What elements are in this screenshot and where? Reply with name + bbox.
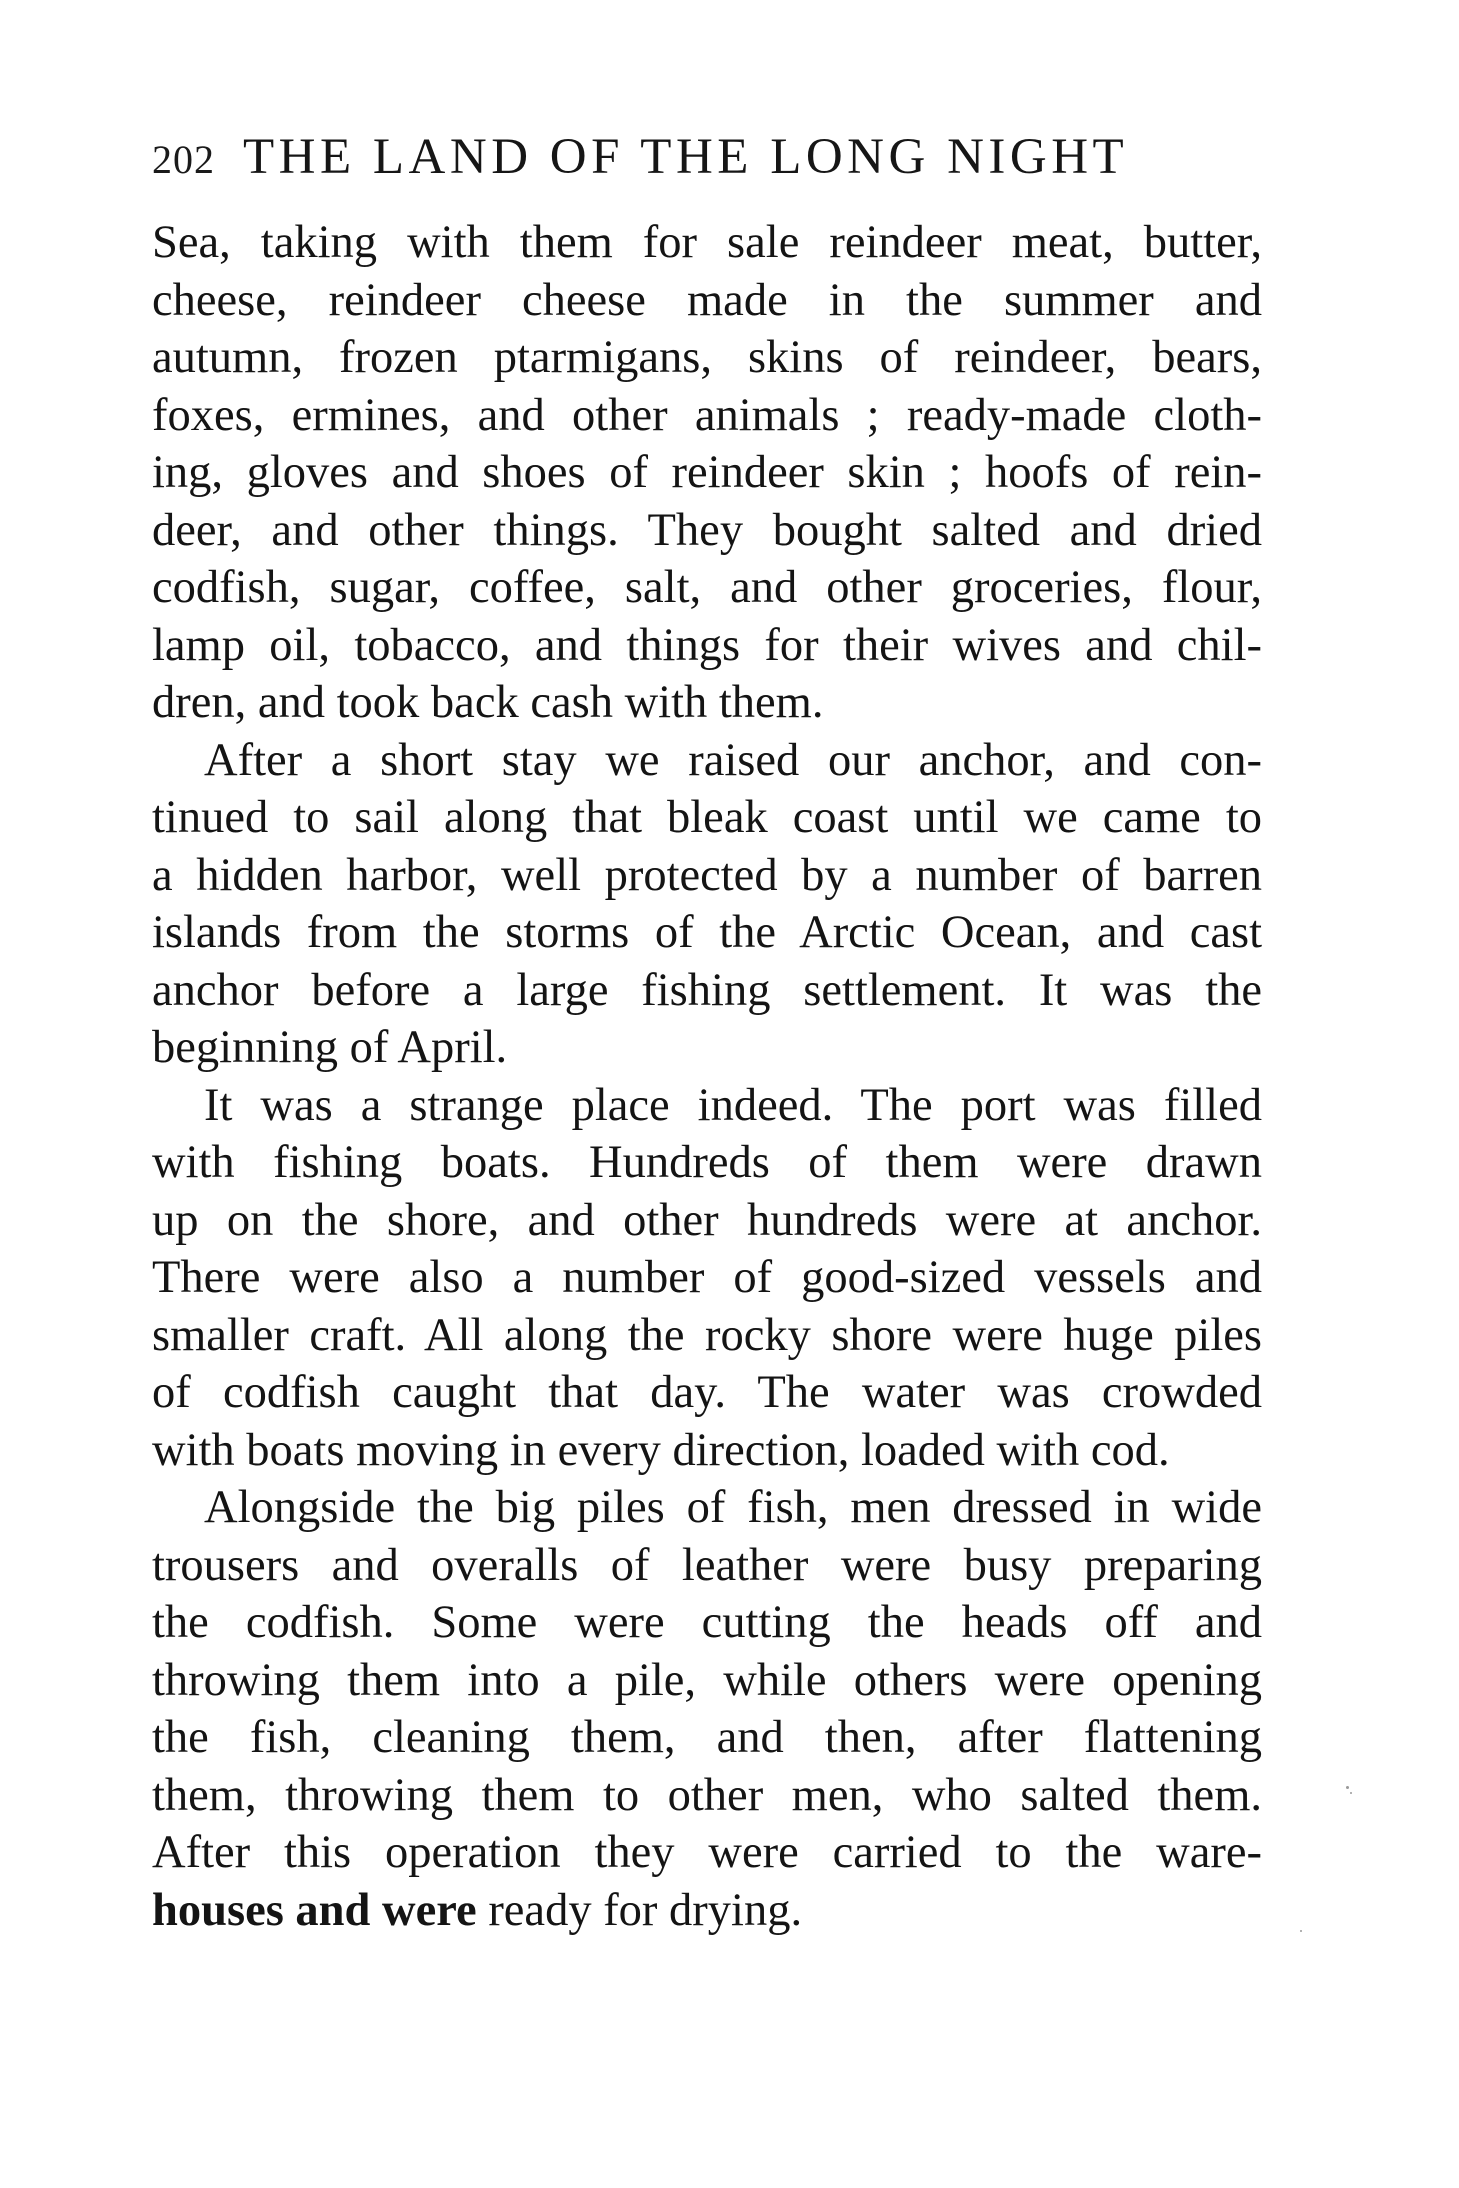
text-line: up on the shore, and other hundreds were at anchor. bbox=[152, 1194, 1262, 1246]
text-line: Alongside the big piles of fish, men dressed in wide bbox=[204, 1482, 1262, 1533]
text-line: autumn, frozen ptarmigans, skins of reindeer, bears, bbox=[152, 332, 1262, 383]
text-line: of codfish caught that day. The water was crowded bbox=[152, 1367, 1262, 1418]
scan-speck bbox=[1346, 1786, 1349, 1789]
paragraph-2 bbox=[152, 732, 1262, 1077]
text-line: the codfish. Some were cutting the heads off and bbox=[152, 1597, 1262, 1648]
text-line: with fishing boats. Hundreds of them were drawn bbox=[152, 1137, 1262, 1188]
text-line: ing, gloves and shoes of reindeer skin ; hoofs of rein- bbox=[152, 447, 1262, 498]
page-number: 202 bbox=[152, 137, 215, 182]
text-line: lamp oil, tobacco, and things for their wives and chil- bbox=[152, 619, 1262, 671]
text-line: throwing them into a pile, while others were opening bbox=[152, 1654, 1262, 1706]
text-line: Sea, taking with them for sale reindeer meat, butter, bbox=[152, 217, 1262, 268]
text-line: trousers and overalls of leather were busy preparing bbox=[152, 1539, 1262, 1591]
text-line: a hidden harbor, well protected by a number of barren bbox=[152, 849, 1262, 901]
text-line: them, throwing them to other men, who salted them. bbox=[152, 1769, 1262, 1821]
text-line: dren, and took back cash with them. bbox=[152, 677, 824, 728]
paragraph-3 bbox=[152, 1077, 1262, 1480]
text-line: smaller craft. All along the rocky shore were huge piles bbox=[152, 1309, 1262, 1361]
text-line: After this operation they were carried to the ware- bbox=[152, 1827, 1262, 1878]
text-line: with boats moving in every direction, loaded with cod. bbox=[152, 1424, 1170, 1476]
text-line-final bbox=[152, 1882, 1262, 1940]
text-line: codfish, sugar, coffee, salt, and other groceries, flour, bbox=[152, 562, 1262, 613]
text-line: tinued to sail along that bleak coast until we came to bbox=[152, 792, 1262, 843]
text-line: There were also a number of good-sized vessels and bbox=[152, 1252, 1262, 1303]
body-text bbox=[152, 214, 1262, 1939]
book-page bbox=[152, 128, 1262, 2118]
text-line: It was a strange place indeed. The port was filled bbox=[204, 1079, 1262, 1131]
paragraph-1 bbox=[152, 214, 1262, 732]
bold-text-fragment: houses and were bbox=[152, 1884, 477, 1936]
scan-speck bbox=[1350, 1792, 1352, 1794]
text-line: After a short stay we raised our anchor, and con- bbox=[204, 734, 1262, 786]
paragraph-4 bbox=[152, 1479, 1262, 1939]
text-line: beginning of April. bbox=[152, 1022, 508, 1073]
text-line: foxes, ermines, and other animals ; ready-made cloth- bbox=[152, 389, 1262, 441]
running-head bbox=[152, 128, 1262, 206]
book-title: THE LAND OF THE LONG NIGHT bbox=[243, 129, 1129, 185]
scan-speck bbox=[1300, 1930, 1302, 1932]
text-line: deer, and other things. They bought salted and dried bbox=[152, 504, 1262, 556]
text-fragment: ready for drying. bbox=[476, 1884, 803, 1936]
text-line: the fish, cleaning them, and then, after flattening bbox=[152, 1712, 1262, 1763]
text-line: islands from the storms of the Arctic Ocean, and cast bbox=[152, 907, 1262, 958]
text-line: cheese, reindeer cheese made in the summer and bbox=[152, 274, 1262, 326]
text-line: anchor before a large fishing settlement. It was the bbox=[152, 964, 1262, 1016]
